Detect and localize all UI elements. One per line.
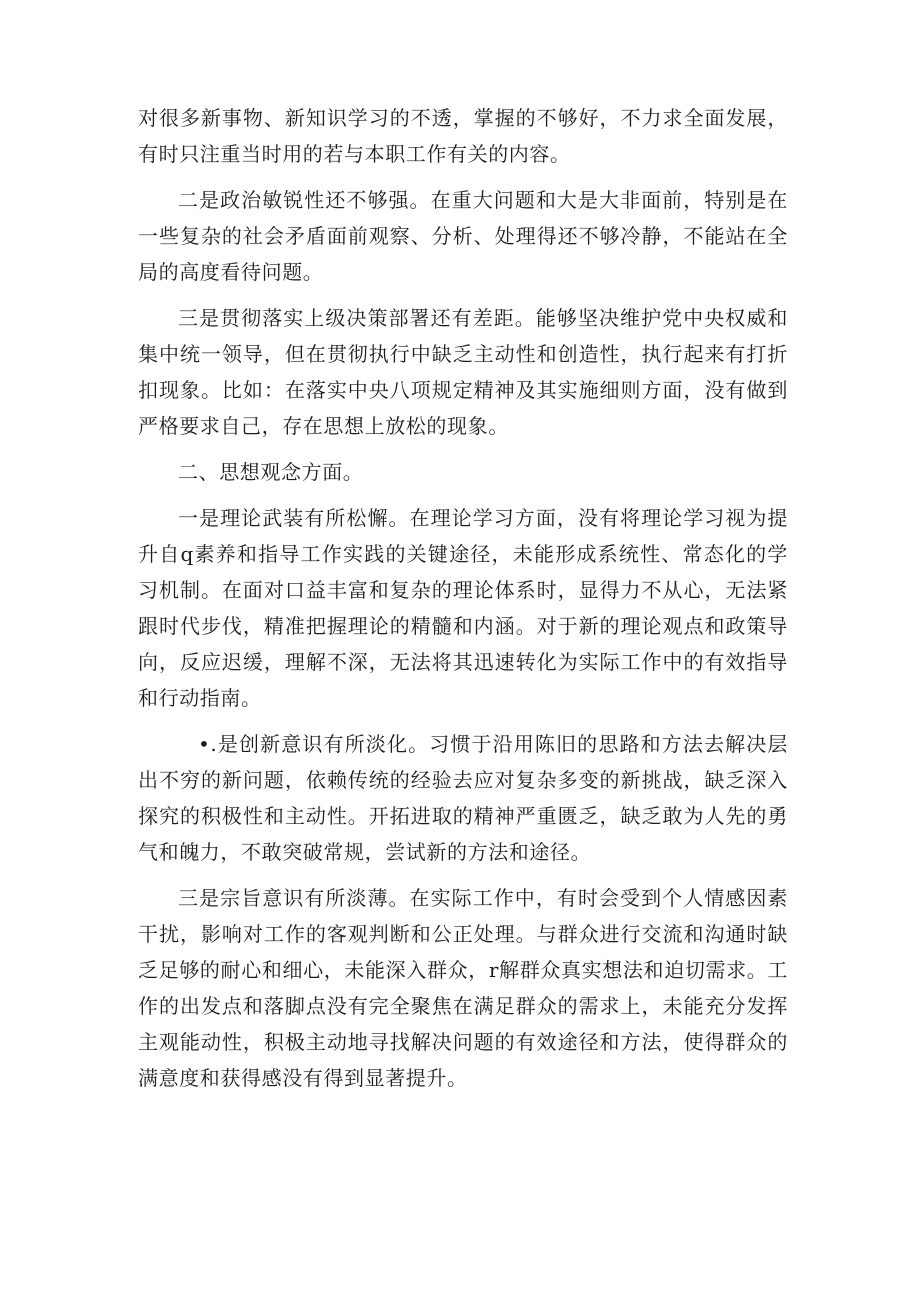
- paragraph-theory-study: 一是理论武装有所松懈。在理论学习方面，没有将理论学习视为提升自q素养和指导工作实践的关键途径，未能形成系统性、常态化的学习机制。在面对口益丰富和复杂的理论体系时，显得力不从心，无法紧跟时代步伐，精准把握理论的精髓和内涵。对于新的理论观点和政策导向，反应迟缓，理解不深，无法将其迅速转化为实际工作中的有效指导和行动指南。: [138, 506, 788, 710]
- paragraph-innovation: •.是创新意识有所淡化。习惯于沿用陈旧的思路和方法去解决层出不穷的新问题，依赖传统的经验去应对复杂多变的新挑战，缺乏深入探究的积极性和主动性。开拓进取的精神严重匮乏，缺乏敢为人先的勇气和魄力，不敢突破常规，尝试新的方法和途径。: [138, 732, 788, 864]
- document-body: [138, 100, 788, 1106]
- section-heading-thinking: 二、思想观念方面。: [178, 460, 364, 484]
- paragraph-political-sensitivity: 二是政治敏锐性还不够强。在重大问题和大是大非面前，特别是在一些复杂的社会矛盾面前观察、分析、处理得还不够冷静，不能站在全局的高度看待问题。: [138, 188, 788, 284]
- paragraph-continuation: 对很多新事物、新知识学习的不透，掌握的不够好，不力求全面发展，有时只注重当时用的若与本职工作有关的内容。: [138, 106, 788, 166]
- paragraph-implementation-gap: 三是贯彻落实上级决策部署还有差距。能够坚决维护党中央权威和集中统一领导，但在贯彻执行中缺乏主动性和创造性，执行起来有打折扣现象。比如：在落实中央八项规定精神及其实施细则方面，没有做到严格要求自己，存在思想上放松的现象。: [138, 306, 788, 438]
- paragraph-purpose-awareness: 三是宗旨意识有所淡薄。在实际工作中，有时会受到个人情感因素干扰，影响对工作的客观判断和公正处理。与群众进行交流和沟通时缺乏足够的耐心和细心，未能深入群众，r解群众真实想法和迫切需求。工作的出发点和落脚点没有完全聚焦在满足群众的需求上，未能充分发挥主观能动性，积极主动地寻找解决问题的有效途径和方法，使得群众的满意度和获得感没有得到显著提升。: [138, 886, 788, 1090]
